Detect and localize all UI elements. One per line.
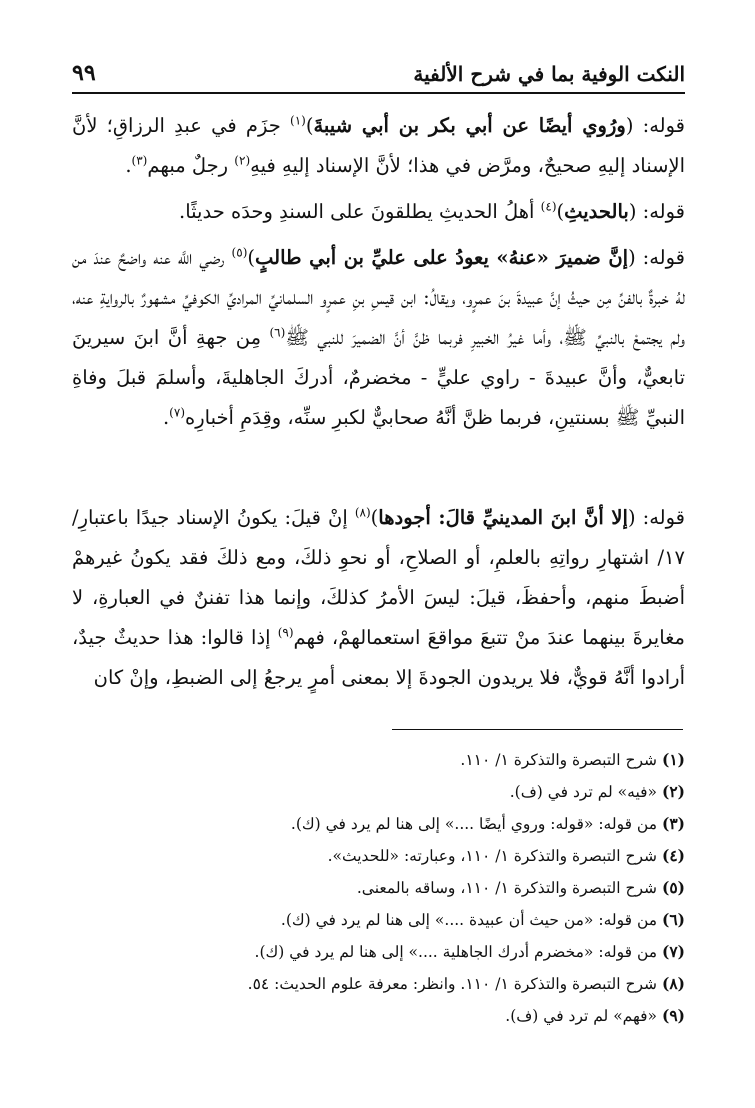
para-end: . bbox=[162, 406, 170, 429]
para-lead: قوله: ( bbox=[628, 200, 685, 223]
paragraph bbox=[72, 238, 685, 438]
para-text: إنْ قيلَ: يكونُ الإسناد جيدًا باعتبارِ/١٧/ اشتهارِ رواتِهِ بالعلمِ، أو الصلاحِ، أو نحوِ ذلكَ، ومع ذلكَ فقد يكونُ غيرهمْ أضبطَ منهم، وأحفظَ، قيلَ: ليسَ الأمرُ كذلكَ، وإنما هذا تفننٌ في العبارةِ، لا مغايرةَ بينهما عندَ منْ تتبعَ مواقعَ استعمالهمْ، فهم bbox=[72, 506, 685, 649]
footnote-number: (١) bbox=[661, 750, 685, 769]
footnote-number: (٥) bbox=[661, 878, 685, 897]
para-bracket: ) bbox=[305, 114, 314, 137]
quoted-text: إنَّ ضميرَ «عنهُ» يعودُ على عليِّ بن أبي طالبٍ bbox=[254, 246, 629, 269]
paragraph bbox=[72, 498, 685, 698]
footnote-ref[interactable]: (١) bbox=[290, 113, 306, 128]
running-header bbox=[72, 46, 685, 94]
para-text: رضي اللَّه عنه واضحٌ عندَ من لهُ خبرةٌ بالفنِّ مِن حيثُ إنَّ عبيدةَ بنَ عمرٍو، ويقالُ: ابن قيسِ بنِ عمرٍو السلمانيِّ المراديِّ الكوفيِّ مشهورٌ بالروايةِ عنه، ولم يجتمعْ بالنبيِّ ﷺ، وأما غيرُ الخبيرِ فربما ظنَّ أنَّ الضميرَ للنبي ﷺ bbox=[72, 246, 685, 349]
quoted-text: بالحديثِ bbox=[564, 200, 629, 223]
paragraph bbox=[72, 106, 685, 186]
footnote-number: (٧) bbox=[661, 942, 685, 961]
footnote-ref[interactable]: (٣) bbox=[131, 153, 148, 168]
para-bracket: ) bbox=[247, 246, 255, 269]
para-lead: قوله: ( bbox=[628, 246, 685, 269]
footnote-ref[interactable]: (٦) bbox=[269, 325, 286, 340]
footnote-ref[interactable]: (٧) bbox=[169, 405, 185, 420]
quoted-text: إلا أنَّ ابنَ المدينيِّ قالَ: أجودها bbox=[378, 506, 628, 529]
footnote-number: (٩) bbox=[661, 1006, 685, 1025]
footnote-text: شرح التبصرة والتذكرة ١/ ١١٠. وانظر: معرفة علوم الحديث: ٥٤. bbox=[247, 975, 658, 993]
para-text: جزَم في عبدِ الرزاقِ؛ لأنَّ الإسناد إليهِ صحيحٌ، ومرَّض في هذا؛ لأنَّ الإسناد إليهِ فيهِ bbox=[72, 114, 685, 177]
para-text: أهلُ الحديثِ يطلقونَ على السندِ وحدَه حديثًا. bbox=[179, 200, 541, 223]
footnote bbox=[72, 840, 685, 872]
footnote-separator bbox=[392, 729, 683, 730]
footnote bbox=[72, 776, 685, 808]
para-text: مِن جهةِ أنَّ ابنَ سيرينَ تابعيٌّ، وأنَّ عبيدةَ - راوي عليٍّ - مخضرمٌ، أدركَ الجاهليةَ، وأسلمَ قبلَ وفاةِ النبيِّ ﷺ بسنتينِ، فربما ظنَّ أنَّهُ صحابيٌّ لكبرِ سنِّه، وقِدَمِ أخبارِه bbox=[72, 326, 685, 429]
footnotes bbox=[72, 744, 685, 1032]
para-end: . bbox=[125, 154, 132, 177]
footnote-text: «فهم» لم ترد في (ف). bbox=[505, 1007, 658, 1025]
footnote-number: (٤) bbox=[661, 846, 685, 865]
footnote-ref[interactable]: (٢) bbox=[234, 153, 251, 168]
footnote-text: من قوله: «قوله: وروي أيضًا ....» إلى هنا لم يرد في (ك). bbox=[290, 815, 658, 833]
footnote-text: شرح التبصرة والتذكرة ١/ ١١٠، وساقه بالمعنى. bbox=[356, 879, 658, 897]
paragraph bbox=[72, 192, 685, 232]
footnote-text: شرح التبصرة والتذكرة ١/ ١١٠. bbox=[460, 751, 658, 769]
footnote bbox=[72, 808, 685, 840]
quoted-text: ورُوي أيضًا عن أبي بكر بن أبي شيبةَ bbox=[313, 114, 626, 137]
para-bracket: ) bbox=[556, 200, 565, 223]
footnote-ref[interactable]: (٩) bbox=[277, 625, 294, 640]
para-lead: قوله: ( bbox=[625, 114, 685, 137]
footnote-text: شرح التبصرة والتذكرة ١/ ١١٠، وعبارته: «للحديث». bbox=[327, 847, 658, 865]
footnote-ref[interactable]: (٨) bbox=[354, 505, 371, 520]
footnote-number: (٣) bbox=[661, 814, 685, 833]
footnote-text: من قوله: «من حيث أن عبيدة ....» إلى هنا لم يرد في (ك). bbox=[280, 911, 658, 929]
footnote-text: من قوله: «مخضرم أدرك الجاهلية ....» إلى هنا لم يرد في (ك). bbox=[254, 943, 658, 961]
footnote-text: «فيه» لم ترد في (ف). bbox=[509, 783, 658, 801]
footnote bbox=[72, 936, 685, 968]
para-text: رجلٌ مبهم bbox=[147, 154, 235, 177]
para-lead: قوله: ( bbox=[627, 506, 685, 529]
footnote-ref[interactable]: (٤) bbox=[540, 199, 557, 214]
book-title: النكت الوفية بما في شرح الألفية bbox=[413, 62, 685, 86]
page-number: ٩٩ bbox=[72, 60, 96, 86]
footnote-number: (٦) bbox=[661, 910, 685, 929]
footnote bbox=[72, 872, 685, 904]
footnote bbox=[72, 968, 685, 1000]
footnote bbox=[72, 1000, 685, 1032]
para-text: إذا قالوا: هذا حديثٌ جيدٌ، أرادوا أنَّهُ قويٌّ، فلا يريدون الجودةَ إلا بمعنى أمرٍ يرجعُ إلى الضبطِ، وإنْ كان bbox=[72, 626, 685, 689]
footnote-ref[interactable]: (٥) bbox=[231, 245, 248, 260]
footnote-number: (٨) bbox=[661, 974, 685, 993]
footnote bbox=[72, 744, 685, 776]
para-bracket: ) bbox=[370, 506, 379, 529]
footnote bbox=[72, 904, 685, 936]
footnote-number: (٢) bbox=[661, 782, 685, 801]
